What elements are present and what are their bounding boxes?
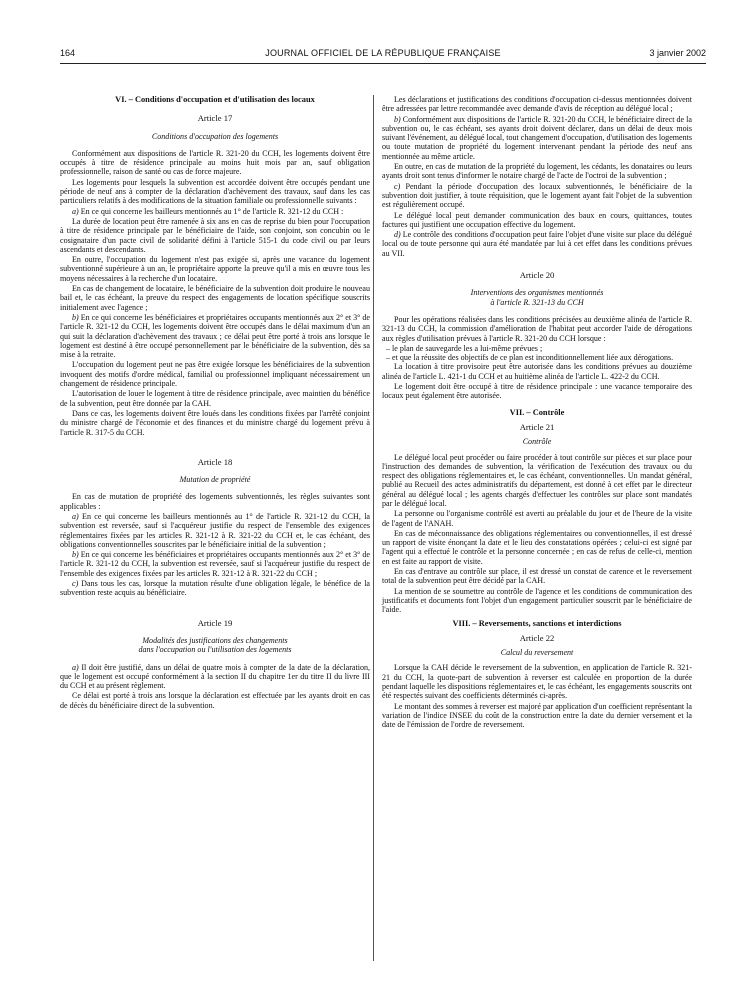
article-20-title-line: Interventions des organismes mentionnés [470, 288, 604, 298]
paragraph [382, 182, 692, 210]
article-19-heading: Article 19 [197, 617, 233, 628]
paragraph: Ce délai est porté à trois ans lorsque la déclaration est effectuée par les ayants droit en cas de décès du bénéficiaire direct de la subvention. [60, 691, 370, 710]
paragraph-text: En ce qui concerne les bénéficiaires et propriétaires occupants mentionnés aux 2° et 3° de l'article R. 321-12 du CCH, les logements doivent être occupés dans le délai maximum d'un an qui suit la déclaration d'achèvement des travaux ; ce délai peut être porté à trois ans lorsque le logement est destiné à être occupé personnellement par le bénéficiaire de la subvention, dès sa mise à la retraite. [60, 312, 370, 360]
paragraph: Pour les opérations réalisées dans les conditions précisées au deuxième alinéa de l'article R. 321-13 du CCH, la commission d'amélioration de l'habitat peut accorder l'aide de dérogations aux règles d'utilisation prévues à l'article R. 321-20 du CCH lorsque : [382, 314, 692, 343]
paragraph: Les logements pour lesquels la subvention est accordée doivent être occupés pendant une période de neuf ans à compter de la déclaration d'achèvement des travaux, sauf dans les cas particuliers relatifs à des modifications de la situation familiale ou professionnelle suivants : [60, 177, 370, 206]
article-20-heading: Article 20 [519, 270, 555, 281]
paragraph: Le montant des sommes à reverser est majoré par application d'un coefficient représentant la variation de l'indice INSEE du coût de la construction entre la date du dernier versement et la date de l'émission de l'ordre de reversement. [382, 701, 692, 730]
paragraph [60, 313, 370, 359]
paragraph: Lorsque la CAH décide le reversement de la subvention, en application de l'article R. 321-21 du CCH, la quote-part de subvention à reverser est calculée en proportion de la durée pendant laquelle les dispositions réglementaires et, le cas échéant, les engagements souscrits ont été respectés suivant des coefficients déterminés ci-après. [382, 663, 692, 701]
item-label: c) [394, 181, 401, 191]
article-19-title [60, 636, 370, 655]
section-title-viii: VIII. – Reversements, sanctions et interdictions [452, 618, 622, 628]
article-19-title-line: dans l'occupation ou l'utilisation des logements [138, 645, 292, 655]
article-18-heading: Article 18 [197, 456, 233, 467]
journal-title: JOURNAL OFFICIEL DE LA RÉPUBLIQUE FRANÇAISE [265, 48, 501, 58]
article-17-title: Conditions d'occupation des logements [151, 131, 279, 141]
paragraph: La durée de location peut être ramenée à six ans en cas de reprise du bien pour l'occupation à titre de résidence principale par le bénéficiaire de l'aide, son conjoint, son concubin ou le cosignataire d'un pacte civil de solidarité défini à l'article 515-1 du code civil ou par leurs ascendants et descendants. [60, 216, 370, 254]
paragraph: Conformément aux dispositions de l'article R. 321-20 du CCH, les logements doivent être occupés à titre de résidence principale au moins huit mois par an, sauf obligation professionnelle, raison de santé ou cas de force majeure. [60, 148, 370, 177]
item-label: a) [72, 206, 79, 216]
section-title-vii: VII. – Contrôle [509, 407, 565, 417]
publication-date: 3 janvier 2002 [649, 48, 706, 58]
article-22-title: Calcul du reversement [500, 648, 574, 658]
paragraph-text: Conformément aux dispositions de l'article R. 321-20 du CCH, le bénéficiaire direct de la subvention ou, le cas échéant, ses ayants droit doivent déclarer, dans un délai de deux mois suivant l'événement, au délégué local, tout changement d'occupation, d'utilisation des logements ou toute mutation de propriété du logement intervenant pendant la période des neuf ans mentionnée au même article. [382, 114, 692, 161]
item-label: c) [72, 579, 79, 589]
paragraph-text: En ce qui concerne les bailleurs mentionnés au 1° de l'article R. 321-12 du CCH : [78, 206, 344, 216]
bullet-item: – le plan de sauvegarde les a lui-même prévues ; [386, 343, 543, 353]
article-19-title-line: Modalités des justifications des changements [142, 635, 288, 645]
paragraph [60, 512, 370, 549]
left-column [60, 95, 370, 711]
paragraph: Dans ce cas, les logements doivent être loués dans les conditions fixées par l'arrêté conjoint du ministre chargé de l'économie et des finances et du ministre chargé du logement prévu à l'article R. 317-5 du CCH. [60, 408, 370, 437]
paragraph [60, 207, 370, 216]
item-label: a) [72, 511, 79, 521]
article-17-heading: Article 17 [197, 113, 233, 124]
header-rule [60, 63, 706, 64]
paragraph: L'occupation du logement peut ne pas être exigée lorsque les bénéficiaires de la subvention invoquent des motifs d'ordre médical, familial ou professionnel impliquant nécessairement un changement de résidence principale. [60, 360, 370, 389]
paragraph: Le logement doit être occupé à titre de résidence principale : une vacance temporaire des locaux peut également être autorisée. [382, 382, 692, 401]
paragraph: Le délégué local peut procéder ou faire procéder à tout contrôle sur pièces et sur place pour l'instruction des demandes de subvention, la vérification de l'exécution des travaux ou du respect des obligations réglementaires et, le cas échéant, conventionnelles. Un mandat général, publié au Recueil des actes administratifs du département, est donné à cet effet par le directeur général au délégué local ; les agents chargés d'effectuer les contrôles sur place sont mandatés par le délégué local. [382, 452, 692, 508]
page-header [60, 48, 706, 62]
item-label: d) [394, 230, 401, 240]
paragraph [60, 663, 370, 691]
page-number: 164 [60, 48, 76, 58]
paragraph: En outre, l'occupation du logement n'est pas exigée si, après une vacance du logement subventionné supérieure à un an, le propriétaire apporte la preuve qu'il a mis en œuvre tous les moyens nécessaires à la recherche d'un locataire. [60, 255, 370, 283]
item-label: a) [72, 662, 79, 672]
article-21-heading: Article 21 [519, 421, 555, 432]
item-label: b) [72, 312, 79, 322]
paragraph [60, 579, 370, 598]
paragraph: L'autorisation de louer le logement à titre de résidence principale, avec maintien du bénéfice de la subvention, peut être donnée par la CAH. [60, 389, 370, 408]
paragraph-text: Pendant la période d'occupation des locaux subventionnés, le bénéficiaire de la subvention doit justifier, à toute réquisition, que le logement ayant fait l'objet de la subvention est régulièrement occupé. [382, 181, 692, 210]
paragraph [382, 115, 692, 161]
paragraph: La location à titre provisoire peut être autorisée dans les conditions prévues au douzième alinéa de l'article L. 421-1 du CCH et au huitième alinéa de l'article L. 422-2 du CCH. [382, 362, 692, 381]
article-20-title [382, 288, 692, 307]
paragraph-text: Il doit être justifié, dans un délai de quatre mois à compter de la date de la déclaration, que le logement est occupé conformément à la section II du chapitre 1er du titre II du livre III du CCH et au présent règlement. [60, 662, 370, 691]
paragraph-text: En ce qui concerne les bailleurs mentionnés au 1° de l'article R. 321-12 du CCH, la subvention est reversée, sauf si l'acquéreur justifie du respect de l'ensemble des exigences réglementaires fixées par les articles R. 321-12 à R. 321-22 du CCH et, le cas échéant, des obligations conventionnelles souscrites par le bénéficiaire initial de la subvention ; [60, 511, 370, 549]
paragraph: En cas de mutation de propriété des logements subventionnés, les règles suivantes sont applicables : [60, 492, 370, 511]
paragraph: Le délégué local peut demander communication des baux en cours, quittances, toutes factures qui justifient une occupation effective du logement. [382, 210, 692, 229]
right-column [382, 95, 692, 731]
article-21-title: Contrôle [522, 437, 552, 447]
paragraph-text: Dans tous les cas, lorsque la mutation résulte d'une obligation légale, le bénéfice de la subvention reste acquis au bénéficiaire. [60, 579, 370, 598]
item-label: b) [72, 550, 79, 560]
paragraph-text: Le contrôle des conditions d'occupation peut faire l'objet d'une visite sur place du délégué local ou de toute personne qui aura été mandatée par lui à cet effet dans les conditions prévues au VII. [382, 230, 692, 258]
item-label: b) [394, 114, 401, 124]
paragraph: En cas de méconnaissance des obligations réglementaires ou conventionnelles, il est dressé un rapport de visite énonçant la date et le lieu des constatations opérées ; celui-ci est signé par l'agent qui a effectué le contrôle et la personne concernée ; en cas de refus de celle-ci, mention en est faite au rapport de visite. [382, 528, 692, 566]
article-18-title: Mutation de propriété [179, 475, 251, 485]
paragraph: En cas d'entrave au contrôle sur place, il est dressé un constat de carence et le reversement total de la subvention peut être décidé par la CAH. [382, 567, 692, 586]
paragraph: La personne ou l'organisme contrôlé est averti au préalable du jour et de l'heure de la visite de l'agent de l'ANAH. [382, 509, 692, 528]
paragraph: Les déclarations et justifications des conditions d'occupation ci-dessus mentionnées doivent être adressées par lettre recommandée avec demande d'avis de réception au délégué local ; [382, 95, 692, 114]
paragraph [60, 550, 370, 578]
paragraph: En cas de changement de locataire, le bénéficiaire de la subvention doit produire le nouveau bail et, le cas échéant, la preuve du respect des engagements de location spécifique souscrits initialement avec l'agence ; [60, 284, 370, 312]
section-title-vi: VI. – Conditions d'occupation et d'utilisation des locaux [115, 95, 315, 104]
paragraph [382, 230, 692, 258]
column-divider [373, 95, 374, 961]
paragraph-text: En ce qui concerne les bénéficiaires et propriétaires occupants mentionnés aux 2° et 3° de l'article R. 321-12 du CCH, la subvention est reversée, sauf si l'acquéreur justifie du respect de l'ensemble des exigences fixées par les articles R. 321-12 à R. 321-22 du CCH ; [60, 550, 370, 578]
paragraph: En outre, en cas de mutation de la propriété du logement, les cédants, les donataires ou leurs ayants droit sont tenus d'informer le notaire chargé de l'acte de l'octroi de la subvention ; [382, 162, 692, 181]
bullet-item: – et que la réussite des objectifs de ce plan est inconditionnellement liée aux dérogations. [386, 353, 674, 363]
paragraph: La mention de se soumettre au contrôle de l'agence et les conditions de communication des justificatifs et documents font l'objet d'un engagement particulier souscrit par le bénéficiaire de l'aide. [382, 586, 692, 615]
article-22-heading: Article 22 [519, 632, 555, 643]
article-20-title-line: à l'article R. 321-13 du CCH [490, 297, 584, 307]
